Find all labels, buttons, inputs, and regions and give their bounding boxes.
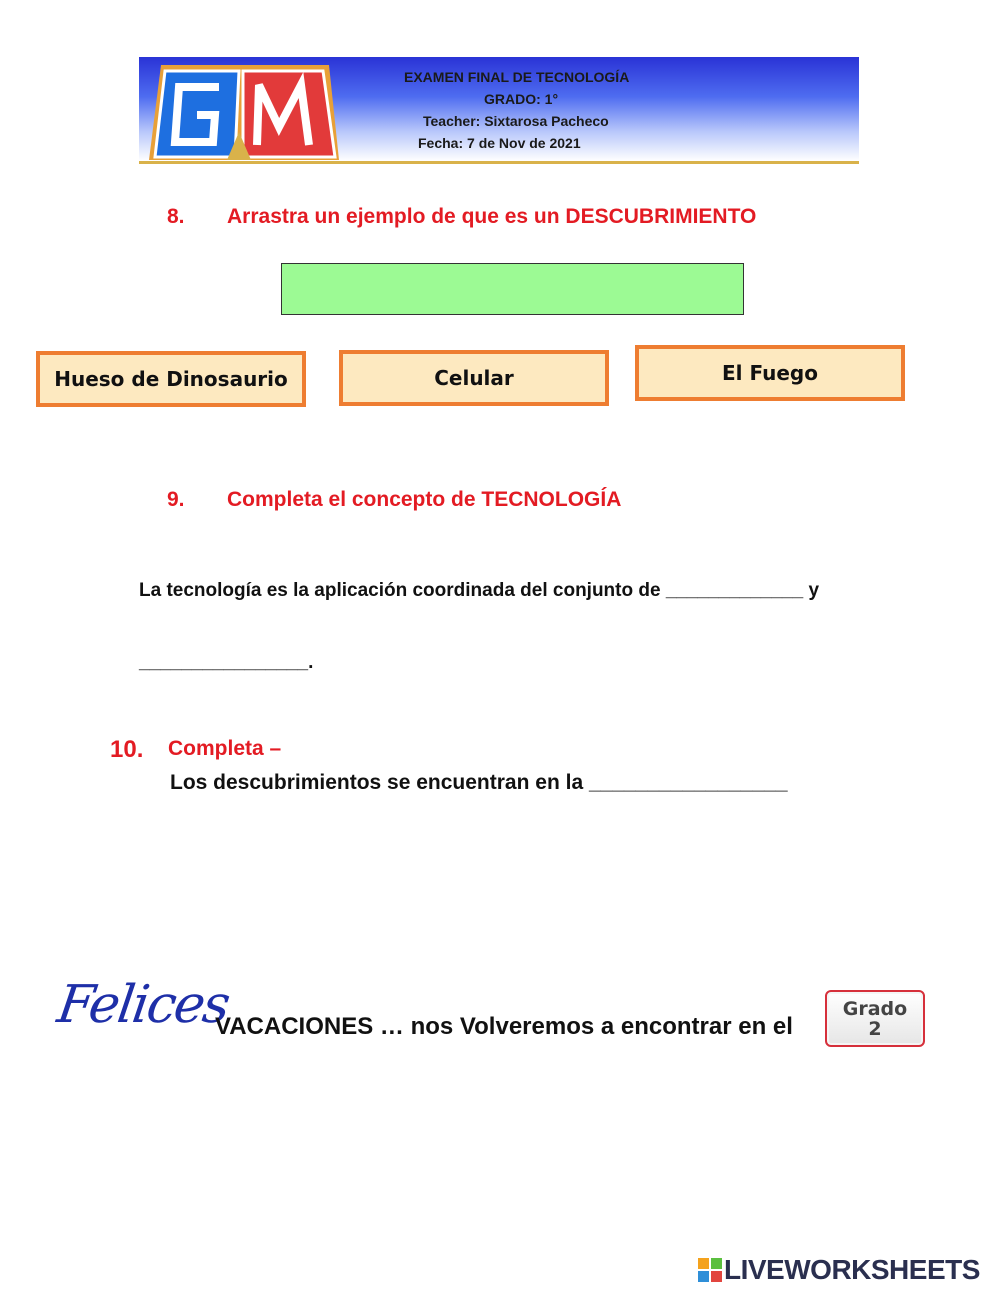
q9-sentence-line2: ________________. xyxy=(139,652,314,673)
q10-number: 10. xyxy=(110,736,144,763)
answer-dropzone[interactable] xyxy=(281,263,744,315)
teacher-label: Teacher: Sixtarosa Pacheco xyxy=(423,113,609,129)
q8-text: Arrastra un ejemplo de que es un DESCUBRIMIENTO xyxy=(227,205,757,228)
q8-number: 8. xyxy=(167,205,185,228)
option-el-fuego[interactable]: El Fuego xyxy=(635,345,905,401)
exam-title: EXAMEN FINAL DE TECNOLOGÍA xyxy=(404,69,630,85)
live-blocks-icon xyxy=(698,1258,722,1282)
liveworksheets-name: LIVEWORKSHEETS xyxy=(724,1254,980,1285)
grado-word: Grado xyxy=(842,997,908,1020)
q10-text: Completa – xyxy=(168,737,282,760)
felices-script: Felices xyxy=(53,975,233,1035)
vacaciones-message: VACACIONES … nos Volveremos a encontrar en el xyxy=(215,1013,793,1040)
grado-number: 2 xyxy=(868,1017,882,1040)
school-logo-icon xyxy=(139,57,344,164)
q10-sentence: Los descubrimientos se encuentran en la _________________ xyxy=(170,771,788,794)
liveworksheets-logo xyxy=(698,1255,980,1285)
option-celular[interactable]: Celular xyxy=(339,350,609,406)
grado-2-badge xyxy=(825,990,925,1047)
date-label: Fecha: 7 de Nov de 2021 xyxy=(418,135,581,151)
q9-sentence-line1: La tecnología es la aplicación coordinada del conjunto de _____________ y xyxy=(139,580,820,601)
grade-label: GRADO: 1° xyxy=(484,91,559,107)
q9-number: 9. xyxy=(167,488,185,511)
header-text xyxy=(380,66,670,154)
option-hueso-de-dinosaurio[interactable]: Hueso de Dinosaurio xyxy=(36,351,306,407)
q9-text: Completa el concepto de TECNOLOGÍA xyxy=(227,488,622,511)
